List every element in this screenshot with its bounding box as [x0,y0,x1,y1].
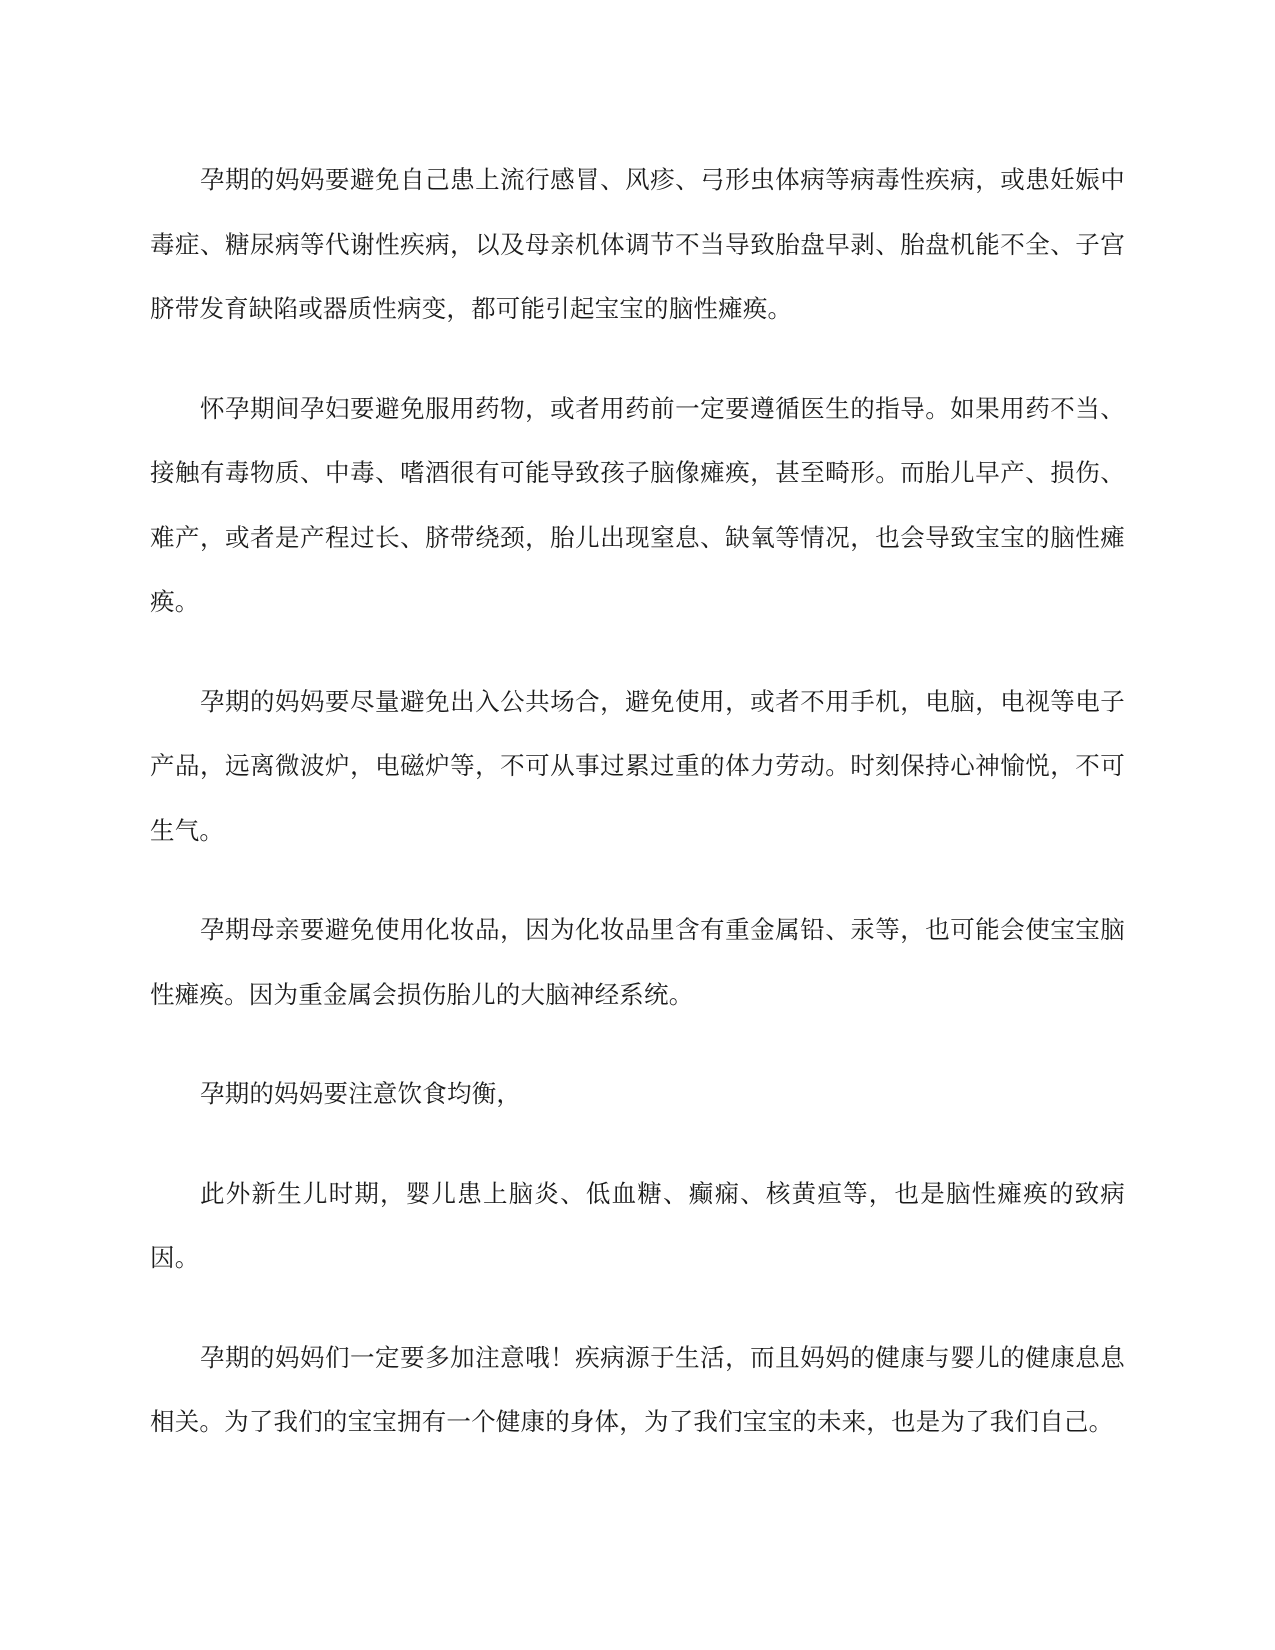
paragraph-7: 孕期的妈妈们一定要多加注意哦！疾病源于生活，而且妈妈的健康与婴儿的健康息息相关。为了我们的宝宝拥有一个健康的身体，为了我们宝宝的未来，也是为了我们自己。 [150,1342,1125,1436]
paragraph-5: 孕期的妈妈要注意饮食均衡， [200,1079,522,1108]
paragraph-6: 此外新生儿时期，婴儿患上脑炎、低血糖、癫痫、核黄疸等，也是脑性瘫痪的致病因。 [150,1178,1125,1272]
document-body [150,148,1125,1490]
paragraph-4: 孕期母亲要避免使用化妆品，因为化妆品里含有重金属铅、汞等，也可能会使宝宝脑性瘫痪。因为重金属会损伤胎儿的大脑神经系统。 [150,915,1125,1009]
paragraph-1: 孕期的妈妈要避免自己患上流行感冒、风疹、弓形虫体病等病毒性疾病，或患妊娠中毒症、糖尿病等代谢性疾病，以及母亲机体调节不当导致胎盘早剥、胎盘机能不全、子宫脐带发育缺陷或器质性病变，都可能引起宝宝的脑性瘫痪。 [150,165,1125,323]
paragraph-3: 孕期的妈妈要尽量避免出入公共场合，避免使用，或者不用手机，电脑，电视等电子产品，远离微波炉，电磁炉等，不可从事过累过重的体力劳动。时刻保持心神愉悦，不可生气。 [150,686,1125,845]
paragraph-2: 怀孕期间孕妇要避免服用药物，或者用药前一定要遵循医生的指导。如果用药不当、接触有毒物质、中毒、嗜酒很有可能导致孩子脑像瘫痪，甚至畸形。而胎儿早产、损伤、难产，或者是产程过长、脐带绕颈，胎儿出现窒息、缺氧等情况，也会导致宝宝的脑性瘫痪。 [150,393,1125,616]
